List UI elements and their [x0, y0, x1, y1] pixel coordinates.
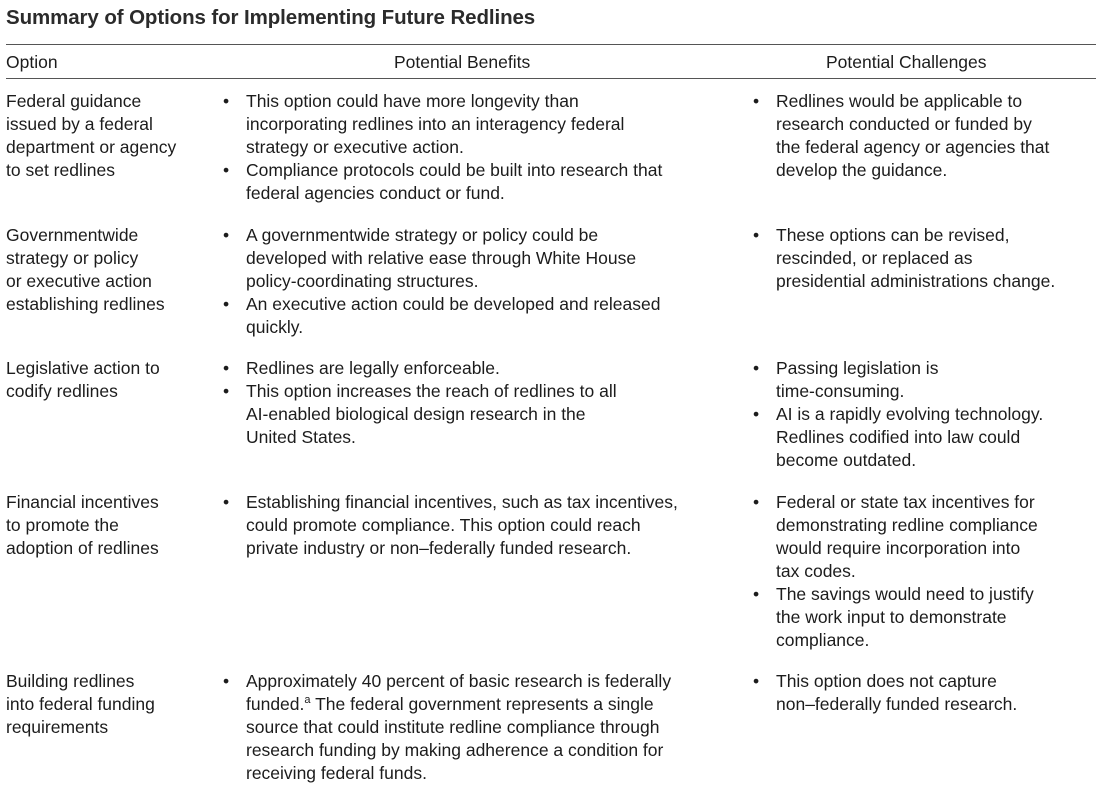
list-item: • An executive action could be developed and released quickly.: [223, 294, 661, 337]
list-item: • Redlines are legally enforceable.: [223, 358, 500, 378]
list-item: • Establishing financial incentives, such as tax incentives, could promote compliance. This option could reach private industry or non–federally funded research.: [223, 492, 678, 558]
list-item: • These options can be revised, rescinded, or replaced as presidential administrations change.: [753, 225, 1056, 291]
top-rule: [6, 44, 1096, 45]
challenges-cell: [749, 670, 1099, 716]
benefits-cell: [219, 224, 739, 339]
list-item: • Compliance protocols could be built into research that federal agencies conduct or fund.: [223, 160, 663, 203]
header-challenges: Potential Challenges: [826, 52, 987, 72]
option-cell: Building redlines into federal funding requirements: [6, 671, 155, 737]
benefits-cell: [219, 357, 739, 449]
list-item: • A governmentwide strategy or policy could be developed with relative ease through White House policy-coordinating structures.: [223, 225, 637, 291]
list-item: • The savings would need to justify the work input to demonstrate compliance.: [753, 584, 1034, 650]
option-cell: Federal guidance issued by a federal department or agency to set redlines: [6, 91, 177, 180]
list-item: • Redlines would be applicable to research conducted or funded by the federal agency or agencies that develop the guidance.: [753, 91, 1050, 180]
list-item: • AI is a rapidly evolving technology. Redlines codified into law could become outdated.: [753, 404, 1044, 470]
challenges-cell: [749, 224, 1099, 293]
footnote-marker: a: [304, 694, 311, 706]
header-option: Option: [6, 52, 58, 72]
challenges-cell: [749, 357, 1099, 472]
list-item: • This option increases the reach of redlines to all AI-enabled biological design research in the United States.: [223, 381, 617, 447]
benefits-cell: [219, 670, 739, 785]
list-item: • Federal or state tax incentives for demonstrating redline compliance would require incorporation into tax codes.: [753, 492, 1038, 581]
list-item: • Passing legislation is time-consuming.: [753, 358, 939, 401]
benefits-cell: [219, 491, 739, 560]
list-item: • Approximately 40 percent of basic research is federally funded.$^a$ The federal government represents a single source that could institute redline compliance through research funding by making adherence a condition for receiving federal funds.: [223, 671, 672, 783]
list-item: • This option could have more longevity than incorporating redlines into an interagency federal strategy or executive action.: [223, 91, 625, 157]
option-cell: Governmentwide strategy or policy or executive action establishing redlines: [6, 225, 165, 314]
option-cell: Financial incentives to promote the adoption of redlines: [6, 492, 159, 558]
table-header: [6, 52, 1096, 74]
challenges-cell: [749, 491, 1099, 652]
table-title: Summary of Options for Implementing Future Redlines: [6, 6, 536, 29]
header-benefits: Potential Benefits: [394, 52, 531, 72]
header-rule: [6, 78, 1096, 79]
benefits-cell: [219, 90, 739, 205]
list-item: • This option does not capture non–federally funded research.: [753, 671, 1018, 714]
option-cell: Legislative action to codify redlines: [6, 358, 160, 401]
challenges-cell: [749, 90, 1099, 182]
